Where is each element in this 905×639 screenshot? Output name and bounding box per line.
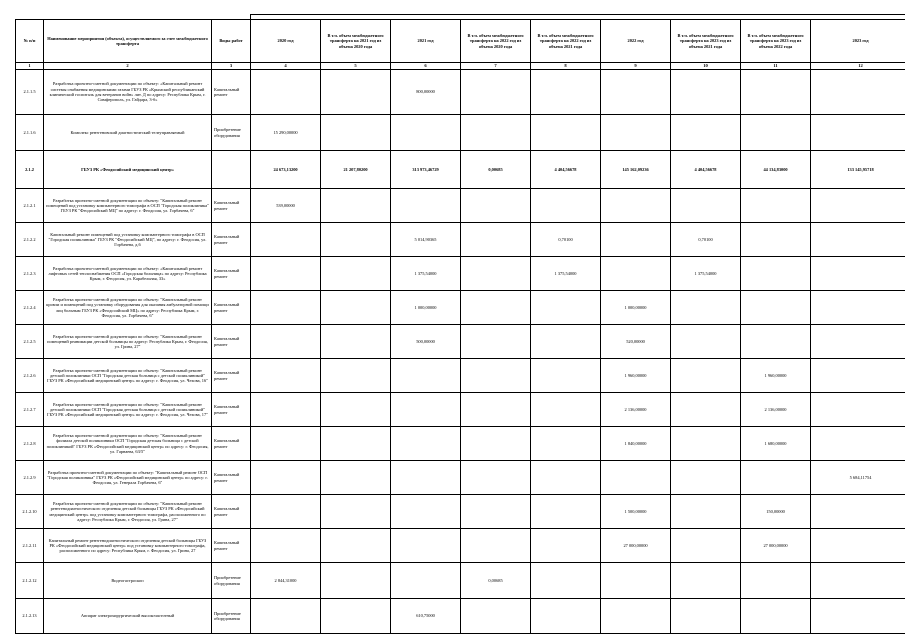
amount-cell: 0,70100 [531, 223, 601, 257]
amount-cell [251, 223, 321, 257]
amount-cell [671, 461, 741, 495]
amount-cell [531, 189, 601, 223]
table-row [16, 563, 905, 599]
work-type: Капитальный ремонт [212, 461, 251, 495]
amount-cell: 145 162,09236 [601, 151, 671, 189]
amount-cell: 1 375,54000 [391, 257, 461, 291]
work-type: Капитальный ремонт [212, 495, 251, 529]
amount-cell [391, 461, 461, 495]
table-row [16, 151, 905, 189]
amount-cell [461, 223, 531, 257]
amount-cell: 27 000,00000 [601, 529, 671, 563]
row-number: 2.1.2.1 [16, 189, 44, 223]
table-row [16, 529, 905, 563]
amount-cell [321, 325, 391, 359]
amount-cell [321, 563, 391, 599]
row-number: 2.1.2.11 [16, 529, 44, 563]
amount-cell [391, 115, 461, 151]
amount-cell [461, 291, 531, 325]
amount-cell [741, 599, 811, 634]
amount-cell: 800,00000 [391, 70, 461, 115]
amount-cell [391, 359, 461, 393]
amount-cell [601, 115, 671, 151]
amount-cell [391, 427, 461, 461]
amount-cell [461, 599, 531, 634]
work-type: Приобретение оборудования [212, 115, 251, 151]
table-row [16, 495, 905, 529]
amount-cell [531, 599, 601, 634]
row-number: 2.1.2 [16, 151, 44, 189]
amount-cell [811, 115, 905, 151]
amount-cell [601, 223, 671, 257]
amount-cell [531, 563, 601, 599]
amount-cell [461, 393, 531, 427]
amount-cell: 0,70100 [671, 223, 741, 257]
amount-cell [531, 461, 601, 495]
activity-name: Разработка проектно-сметной документации по объекту: "Капитальный ремонт филиала детской поликлиники ОСП "Городская детская больница с детской поликлиникой" ГБУЗ РК «Феодосийский медицинский центр» по адресу: г. Феодосия, ул. Гарнаева, 63/5" [44, 427, 212, 461]
activity-name: Разработка проектно-сметной документации по объекту: «Капитальный ремонт лифтовых сетей теплоснабжения ОСП «Городская больница» по адресу: Республика Крым, г. Феодосия, ул. Карабельная, 33» [44, 257, 212, 291]
table-row [16, 427, 905, 461]
row-number: 2.1.2.12 [16, 563, 44, 599]
amount-cell [811, 325, 905, 359]
row-number: 2.1.2.6 [16, 359, 44, 393]
amount-cell [321, 599, 391, 634]
amount-cell [251, 393, 321, 427]
column-number: 8 [531, 63, 601, 70]
amount-cell [671, 563, 741, 599]
column-number: 12 [811, 63, 905, 70]
column-number: 9 [601, 63, 671, 70]
amount-cell [811, 291, 905, 325]
amount-cell [321, 529, 391, 563]
amount-cell [321, 223, 391, 257]
amount-cell [461, 115, 531, 151]
amount-cell: 1 680,00000 [741, 427, 811, 461]
work-type: Капитальный ремонт [212, 529, 251, 563]
amount-cell [741, 325, 811, 359]
table-row [16, 257, 905, 291]
amount-cell [531, 70, 601, 115]
work-type: Капитальный ремонт [212, 70, 251, 115]
work-type: Капитальный ремонт [212, 223, 251, 257]
amount-cell: 1 000,00000 [391, 291, 461, 325]
amount-cell [391, 393, 461, 427]
amount-cell [531, 529, 601, 563]
amount-cell [461, 461, 531, 495]
work-type: Капитальный ремонт [212, 359, 251, 393]
amount-cell [321, 461, 391, 495]
work-type: Капитальный ремонт [212, 325, 251, 359]
amount-cell [321, 393, 391, 427]
activity-name: Разработка проектно-сметной документации по объекту: "Капитальный ремонт помещений под установку компьютерного томографа в ОСП "Городская поликлиника" ГБУЗ РК "Феодосийский МЦ" по адресу: г. Феодосия, ул. Горбачева, 6" [44, 189, 212, 223]
amount-cell [811, 529, 905, 563]
amount-cell [461, 427, 531, 461]
amount-cell [461, 495, 531, 529]
row-number: 2.1.2.5 [16, 325, 44, 359]
amount-cell [811, 223, 905, 257]
col-header-type: Виды работ [212, 20, 251, 63]
amount-cell [531, 291, 601, 325]
amount-cell [741, 461, 811, 495]
col-header-2020: 2020 год [251, 20, 321, 63]
amount-cell [531, 359, 601, 393]
amount-cell [811, 359, 905, 393]
amount-cell [251, 529, 321, 563]
amount-cell: 4 404,56678 [531, 151, 601, 189]
amount-cell [811, 495, 905, 529]
amount-cell: 133 145,95718 [811, 151, 905, 189]
amount-cell [321, 495, 391, 529]
amount-cell [741, 291, 811, 325]
table-row [16, 325, 905, 359]
amount-cell [251, 325, 321, 359]
amount-cell: 21 207,80200 [321, 151, 391, 189]
row-number: 2.1.2.9 [16, 461, 44, 495]
amount-cell [461, 189, 531, 223]
amount-cell [671, 529, 741, 563]
table-row [16, 599, 905, 634]
activity-name: Разработка проектно-сметной документации по объекту: "Капитальный ремонт детской поликлиники ОСП "Городская детская больница с детской поликлиникой" ГБУЗ РК «Феодосийский медицинский центр» по адресу: г. Феодосия, ул. Чехова, 17" [44, 393, 212, 427]
amount-cell [461, 70, 531, 115]
row-number: 2.1.2.4 [16, 291, 44, 325]
table-row [16, 115, 905, 151]
column-number: 3 [212, 63, 251, 70]
amount-cell [671, 189, 741, 223]
amount-cell [251, 291, 321, 325]
col-header-name: Наименование мероприятия (объекта), осуществляемого за счет межбюджетного трансферта [44, 20, 212, 63]
amount-cell: 27 000,00000 [741, 529, 811, 563]
amount-cell [251, 495, 321, 529]
col-header-no: № п/п [16, 20, 44, 63]
amount-cell [741, 115, 811, 151]
amount-cell [601, 599, 671, 634]
amount-cell: 610,75000 [391, 599, 461, 634]
amount-cell: 1 840,00000 [601, 427, 671, 461]
row-number: 2.1.2.2 [16, 223, 44, 257]
activity-name: Разработка проектно-сметной документации по объекту: "Капитальный ремонт кровли и помещений под установку оборудования для оказания амбулаторной помощи лиц больным ГБУЗ РК «Феодосийский МЦ» по адресу: Республика Крым, г. Феодосия, ул. Горбачева, 6" [44, 291, 212, 325]
table-row [16, 393, 905, 427]
amount-cell [321, 115, 391, 151]
amount-cell: 520,00000 [601, 325, 671, 359]
amount-cell [251, 257, 321, 291]
amount-cell: 0,00685 [461, 151, 531, 189]
column-number-row [16, 63, 905, 70]
column-number: 7 [461, 63, 531, 70]
amount-cell [741, 70, 811, 115]
column-number: 4 [251, 63, 321, 70]
amount-cell [531, 115, 601, 151]
amount-cell [671, 359, 741, 393]
amount-cell: 1 000,00000 [601, 291, 671, 325]
amount-cell [531, 393, 601, 427]
col-header-c10: В т.ч. объем межбюджетного трансферта на 2023 год из объема 2021 года [671, 20, 741, 63]
work-type: Капитальный ремонт [212, 189, 251, 223]
amount-cell [811, 257, 905, 291]
amount-cell: 2 844,31000 [251, 563, 321, 599]
col-header-2022: 2022 год [601, 20, 671, 63]
col-header-2023: 2023 год [811, 20, 905, 63]
amount-cell [251, 359, 321, 393]
amount-cell [531, 495, 601, 529]
amount-cell [671, 427, 741, 461]
amount-cell [321, 291, 391, 325]
activity-name: Капитальный ремонт рентгенодиагностического отделения детской больницы ГБУЗ РК «Феодосийский медицинский центр» под установку компьютерного томографа, расположенного по адресу: Республика Крым, г. Феодосия, ул. Грина, 27 [44, 529, 212, 563]
amount-cell [461, 257, 531, 291]
col-header-2021: 2021 год [391, 20, 461, 63]
amount-cell [671, 393, 741, 427]
amount-cell [251, 599, 321, 634]
activity-name: Разработка проектно-сметной документации по объекту: «Капитальный ремонт системы снабжения медицинскими газами ГБУЗ РК «Крымский республиканский клинический госпиталь для ветеранов войн» лит. Д по адресу: Республика Крым, г. Симферополь, ул. Гайдара, 3-б» [44, 70, 212, 115]
amount-cell [251, 70, 321, 115]
amount-cell: 1 960,00000 [601, 359, 671, 393]
amount-cell [811, 70, 905, 115]
activity-name: Разработка проектно-сметной документации по объекту: "Капитальный ремонт ОСП "Городская поликлиника" ГБУЗ РК «Феодосийский медицинский центр» по адресу: г. Феодосия, ул. Генерала Горбачева, 6" [44, 461, 212, 495]
column-number: 5 [321, 63, 391, 70]
amount-cell [601, 189, 671, 223]
table-row [16, 461, 905, 495]
work-type: Капитальный ремонт [212, 393, 251, 427]
amount-cell [321, 359, 391, 393]
amount-cell [601, 70, 671, 115]
row-number: 2.1.2.3 [16, 257, 44, 291]
amount-cell [391, 189, 461, 223]
amount-cell: 150,00000 [741, 495, 811, 529]
amount-cell: 5 684,11754 [811, 461, 905, 495]
amount-cell [741, 563, 811, 599]
table-row [16, 189, 905, 223]
amount-cell: 2 136,00000 [601, 393, 671, 427]
activity-name: Разработка проектно-сметной документации по объекту: "Капитальный ремонт детской поликлиники ОСП "Городская детская больница с детской поликлиникой" ГБУЗ РК «Феодосийский медицинский центр» по адресу: г. Феодосия, ул. Чехова, 16" [44, 359, 212, 393]
amount-cell: 0,00685 [461, 563, 531, 599]
amount-cell [601, 563, 671, 599]
work-type: Капитальный ремонт [212, 291, 251, 325]
amount-cell: 500,00000 [391, 325, 461, 359]
work-type: Приобретение оборудования [212, 599, 251, 634]
table-row [16, 291, 905, 325]
amount-cell [671, 495, 741, 529]
col-header-c5: В т.ч. объем межбюджетного трансферта на 2021 год из объема 2020 года [321, 20, 391, 63]
col-header-c8: В т.ч. объем межбюджетного трансферта на 2022 год из объема 2021 года [531, 20, 601, 63]
amount-cell [321, 189, 391, 223]
row-number: 2.1.2.8 [16, 427, 44, 461]
activity-name: Разработка проектно-сметной документации по объекту: "Капитальный ремонт рентгенодиагностического отделения детской больницы ГБУЗ РК «Феодосийский медицинский центр» под установку компьютерного томографа, расположенного по адресу: Республика Крым, г. Феодосия, ул. Грина, 27" [44, 495, 212, 529]
activity-name: Разработка проектно-сметной документации по объекту: "Капитальный ремонт помещений реанимации детской больницы по адресу: Республика Крым, г. Феодосия, ул. Грина, 27" [44, 325, 212, 359]
work-type: Капитальный ремонт [212, 427, 251, 461]
column-number: 6 [391, 63, 461, 70]
document-sheet [15, 14, 890, 634]
amount-cell [391, 529, 461, 563]
amount-cell [321, 257, 391, 291]
work-type [212, 151, 251, 189]
amount-cell: 1 500,00000 [601, 495, 671, 529]
amount-cell [251, 427, 321, 461]
amount-cell: 5 014,90365 [391, 223, 461, 257]
amount-cell [811, 189, 905, 223]
amount-cell [601, 461, 671, 495]
table-body [16, 70, 905, 634]
amount-cell [671, 599, 741, 634]
amount-cell [741, 189, 811, 223]
amount-cell [251, 461, 321, 495]
amount-cell [391, 495, 461, 529]
amount-cell [461, 529, 531, 563]
amount-cell [461, 359, 531, 393]
amount-cell [811, 599, 905, 634]
amount-cell [671, 291, 741, 325]
amount-cell [601, 257, 671, 291]
amount-cell [461, 325, 531, 359]
amount-cell [531, 427, 601, 461]
amount-cell: 4 404,56678 [671, 151, 741, 189]
amount-cell: 1 375,54000 [531, 257, 601, 291]
amount-cell: 1 960,00000 [741, 359, 811, 393]
activity-name: Аппарат электрохирургический высокочастотный [44, 599, 212, 634]
amount-cell [811, 427, 905, 461]
activity-name: Комплекс рентгеновский диагностический телеуправляемый [44, 115, 212, 151]
amount-cell [741, 257, 811, 291]
column-number: 11 [741, 63, 811, 70]
col-header-c11: В т.ч. объем межбюджетного трансферта на 2023 год из объема 2022 года [741, 20, 811, 63]
amount-cell [671, 70, 741, 115]
amount-cell: 313 973,46729 [391, 151, 461, 189]
amount-cell: 24 673,13200 [251, 151, 321, 189]
amount-cell [531, 325, 601, 359]
col-header-c7: В т.ч. объем межбюджетного трансферта на 2022 год из объема 2020 года [461, 20, 531, 63]
amount-cell [811, 563, 905, 599]
amount-cell [671, 115, 741, 151]
row-number: 2.1.1.5 [16, 70, 44, 115]
amount-cell [811, 393, 905, 427]
amount-cell [671, 325, 741, 359]
row-number: 2.1.1.6 [16, 115, 44, 151]
table-row [16, 223, 905, 257]
activity-name: Капитальный ремонт помещений под установку компьютерного томографа в ОСП "Городская поликлиника" ГБУЗ РК "Феодосийский МЦ", по адресу: г. Феодосия, ул. Горбачева, д.6 [44, 223, 212, 257]
row-number: 2.1.2.10 [16, 495, 44, 529]
amount-cell: 1 375,54000 [671, 257, 741, 291]
table-row [16, 70, 905, 115]
amount-cell [321, 70, 391, 115]
row-number: 2.1.2.13 [16, 599, 44, 634]
amount-cell: 2 136,00000 [741, 393, 811, 427]
header-row [16, 20, 905, 63]
table-row [16, 359, 905, 393]
row-number: 2.1.2.7 [16, 393, 44, 427]
activity-name: Видеогастроскоп [44, 563, 212, 599]
amount-cell [741, 223, 811, 257]
work-type: Приобретение оборудования [212, 563, 251, 599]
amount-cell [391, 563, 461, 599]
amount-cell [321, 427, 391, 461]
column-number: 1 [16, 63, 44, 70]
work-type: Капитальный ремонт [212, 257, 251, 291]
amount-cell: 15 290,00000 [251, 115, 321, 151]
amount-cell: 44 134,83000 [741, 151, 811, 189]
column-number: 2 [44, 63, 212, 70]
amount-cell: 539,00000 [251, 189, 321, 223]
column-number: 10 [671, 63, 741, 70]
activity-name: ГБУЗ РК «Феодосийский медицинский центр» [44, 151, 212, 189]
transfer-table [15, 14, 905, 634]
